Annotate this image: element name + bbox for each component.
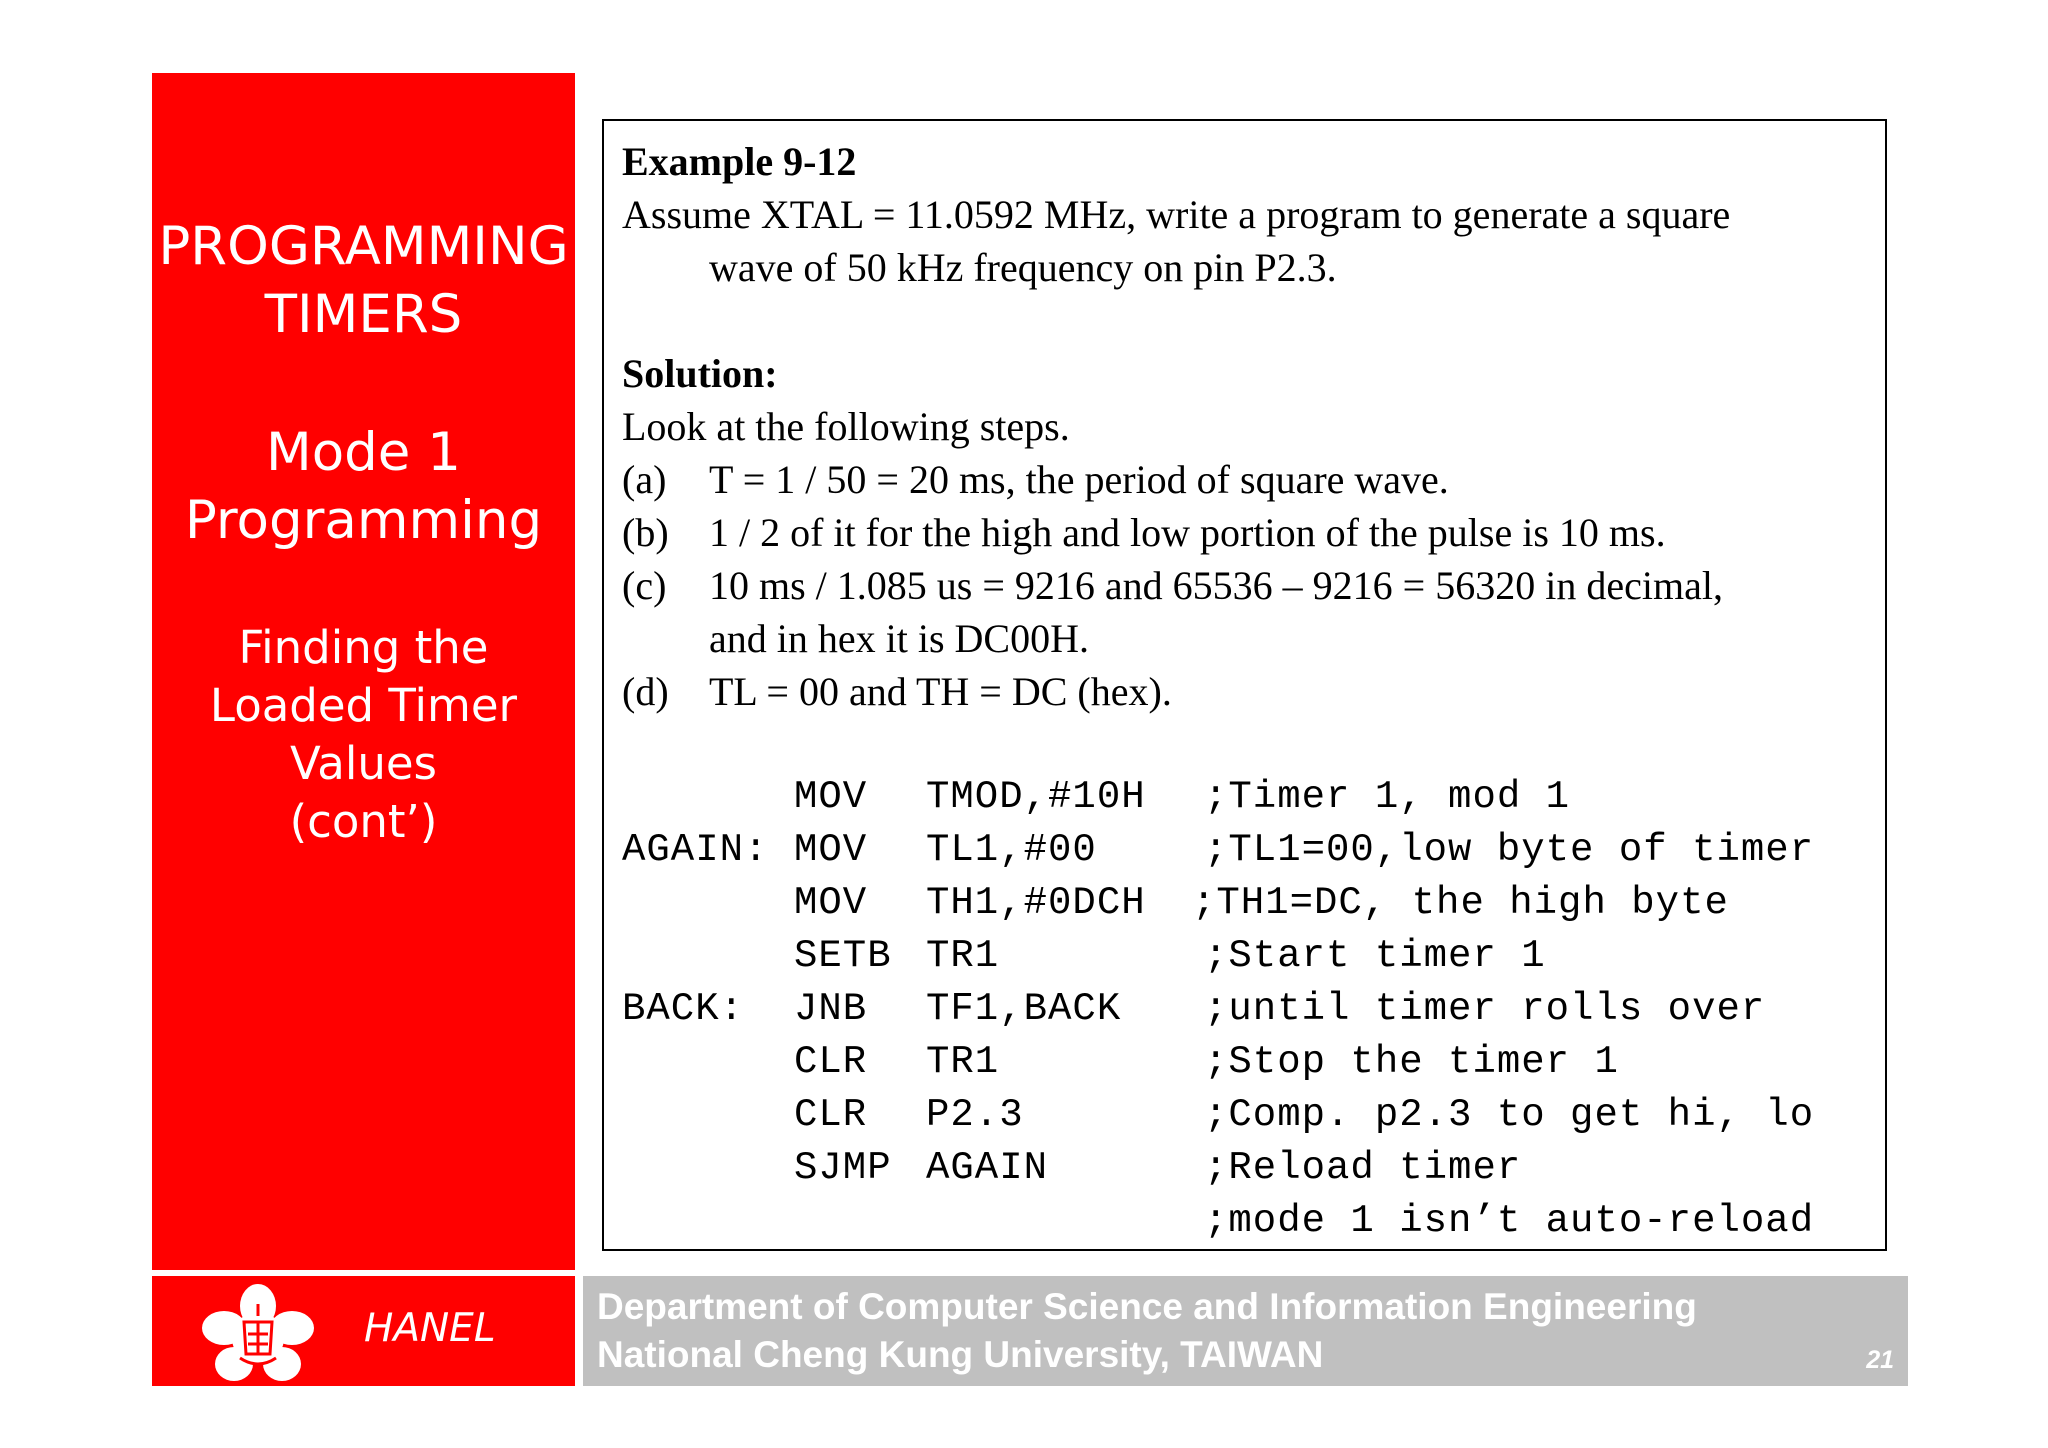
code-comment: ;Comp. p2.3 to get hi, lo: [1204, 1093, 1815, 1137]
step-text: 1 / 2 of it for the high and low portion of the pulse is 10 ms.: [709, 510, 1666, 555]
problem-line2: wave of 50 kHz frequency on pin P2.3.: [709, 245, 1337, 290]
step-label: (c): [622, 563, 667, 608]
code-mnemonic: SETB: [794, 934, 892, 978]
step-c: [604, 559, 1884, 612]
author-name: HANEL: [364, 1306, 496, 1351]
solution-intro: Look at the following steps.: [622, 404, 1070, 449]
example-heading: Example 9-12: [622, 139, 857, 184]
subsection-title-line1: Mode 1: [266, 422, 461, 483]
step-c-continuation: and in hex it is DC00H.: [709, 616, 1089, 661]
code-operand: P2.3: [926, 1093, 1024, 1137]
code-label: AGAIN:: [622, 828, 769, 872]
section-title-line1: PROGRAMMING: [158, 216, 569, 277]
sidebar-text: [152, 213, 575, 851]
step-d: [604, 665, 1884, 718]
code-comment: ;TH1=DC, the high byte: [1192, 881, 1729, 925]
code-operand: TF1,BACK: [926, 987, 1122, 1031]
code-comment: ;Start timer 1: [1204, 934, 1546, 978]
code-operand: TMOD,#10H: [926, 775, 1146, 819]
code-mnemonic: CLR: [794, 1093, 868, 1137]
step-b: [604, 506, 1884, 559]
logo-area: [152, 1276, 575, 1386]
footer: [583, 1276, 1908, 1386]
step-label: (d): [622, 669, 669, 714]
footer-department: Department of Computer Science and Information Engineering: [597, 1286, 1697, 1327]
sidebar: [152, 73, 575, 1270]
code-label: BACK:: [622, 987, 745, 1031]
footer-university: National Cheng Kung University, TAIWAN: [597, 1334, 1324, 1375]
topic-line1: Finding the: [238, 621, 489, 674]
code-mnemonic: MOV: [794, 828, 868, 872]
step-text: TL = 00 and TH = DC (hex).: [709, 669, 1172, 714]
code-comment: ;Reload timer: [1204, 1146, 1522, 1190]
code-operand: TR1: [926, 1040, 1000, 1084]
step-label: (b): [622, 510, 669, 555]
step-label: (a): [622, 457, 667, 502]
step-text: 10 ms / 1.085 us = 9216 and 65536 – 9216 = 56320 in decimal,: [709, 563, 1723, 608]
code-comment: ;until timer rolls over: [1204, 987, 1766, 1031]
code-operand: TH1,#0DCH: [926, 881, 1146, 925]
problem-line1: Assume XTAL = 11.0592 MHz, write a program to generate a square: [622, 192, 1731, 237]
code-comment: ;mode 1 isn’t auto-reload: [1204, 1199, 1815, 1243]
code-operand: TL1,#00: [926, 828, 1097, 872]
code-comment: ;Stop the timer 1: [1204, 1040, 1619, 1084]
code-mnemonic: SJMP: [794, 1146, 892, 1190]
topic-line2: Loaded Timer: [209, 679, 518, 732]
code-mnemonic: CLR: [794, 1040, 868, 1084]
step-a: [604, 453, 1884, 506]
step-text: T = 1 / 50 = 20 ms, the period of square wave.: [709, 457, 1449, 502]
section-title-line2: TIMERS: [264, 284, 463, 345]
topic-line4: (cont’): [289, 795, 438, 848]
code-mnemonic: MOV: [794, 881, 868, 925]
subsection-title-line2: Programming: [184, 490, 543, 551]
code-operand: TR1: [926, 934, 1000, 978]
code-mnemonic: JNB: [794, 987, 868, 1031]
topic-line3: Values: [289, 737, 438, 790]
example-box: [602, 119, 1887, 1251]
ncku-flower-emblem-icon: [200, 1282, 316, 1386]
solution-heading: Solution:: [622, 351, 778, 396]
code-mnemonic: MOV: [794, 775, 868, 819]
code-comment: ;TL1=00,low byte of timer: [1204, 828, 1815, 872]
page-number: 21: [1866, 1346, 1894, 1374]
code-comment: ;Timer 1, mod 1: [1204, 775, 1571, 819]
code-operand: AGAIN: [926, 1146, 1049, 1190]
